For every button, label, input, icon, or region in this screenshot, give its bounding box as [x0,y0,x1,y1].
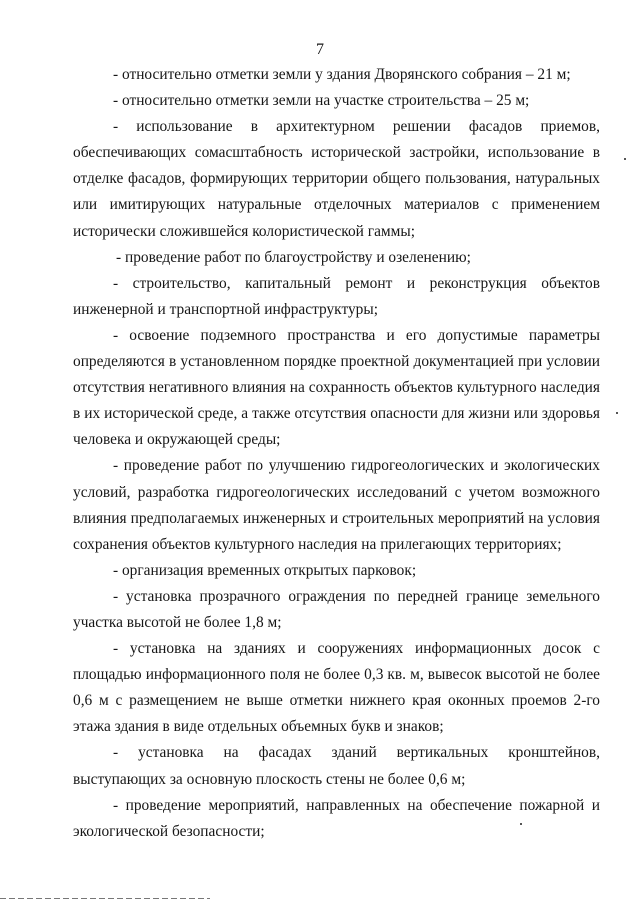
list-item: - проведение работ по улучшению гидрогеологических и экологических условий, разработка гидрогеологических исследований с учетом возможного влияния предполагаемых инженерных и строительных мероприятий на условия сохранения объектов культурного наследия на прилегающих территориях; [73,457,600,553]
list-item: - строительство, капитальный ремонт и реконструкция объектов инженерной и транспортной инфраструктуры; [73,274,600,318]
list-item: - установка на зданиях и сооружениях информационных досок с площадью информационного поля не более 0,3 кв. м, вывесок высотой не более 0,6 м с размещением не выше отметки нижнего края оконных проемов 2-го этажа здания в виде отдельных объемных букв и знаков; [73,640,600,736]
list-item: - относительно отметки земли у здания Дворянского собрания – 21 м; [113,66,571,83]
list-item: - проведение работ по благоустройству и озеленению; [116,248,471,266]
list-item: - проведение мероприятий, направленных на обеспечение пожарной и экологической безопасности; [73,796,600,840]
scan-speck [616,412,618,414]
scan-speck [624,158,626,160]
list-item: - относительно отметки земли на участке строительства – 25 м; [113,92,530,110]
list-item: - установка на фасадах зданий вертикальных кронштейнов, выступающих за основную плоскость стены не более 0,6 м; [73,744,600,788]
bottom-scan-rule [0,898,210,899]
list-item: - использование в архитектурном решении фасадов приемов, обеспечивающих сомасштабность исторической застройки, использование в отделке фасадов, формирующих территории общего пользования, натуральных или имитирующих натуральные отделочных материалов с применением исторически сложившейся колористической гаммы; [73,118,600,240]
page-number: 7 [316,41,324,58]
list-item: - освоение подземного пространства и его допустимые параметры определяются в установленном порядке проектной документацией при условии отсутствия негативного влияния на сохранность объектов культурного наследия в их исторической среде, а также отсутствия опасности для жизни или здоровья человека и окружающей среды; [73,326,600,449]
scan-speck [520,823,522,825]
list-item: - установка прозрачного ограждения по передней границе земельного участка высотой не более 1,8 м; [73,587,600,631]
list-item: - организация временных открытых парковок; [113,561,417,579]
document-body [73,62,600,845]
